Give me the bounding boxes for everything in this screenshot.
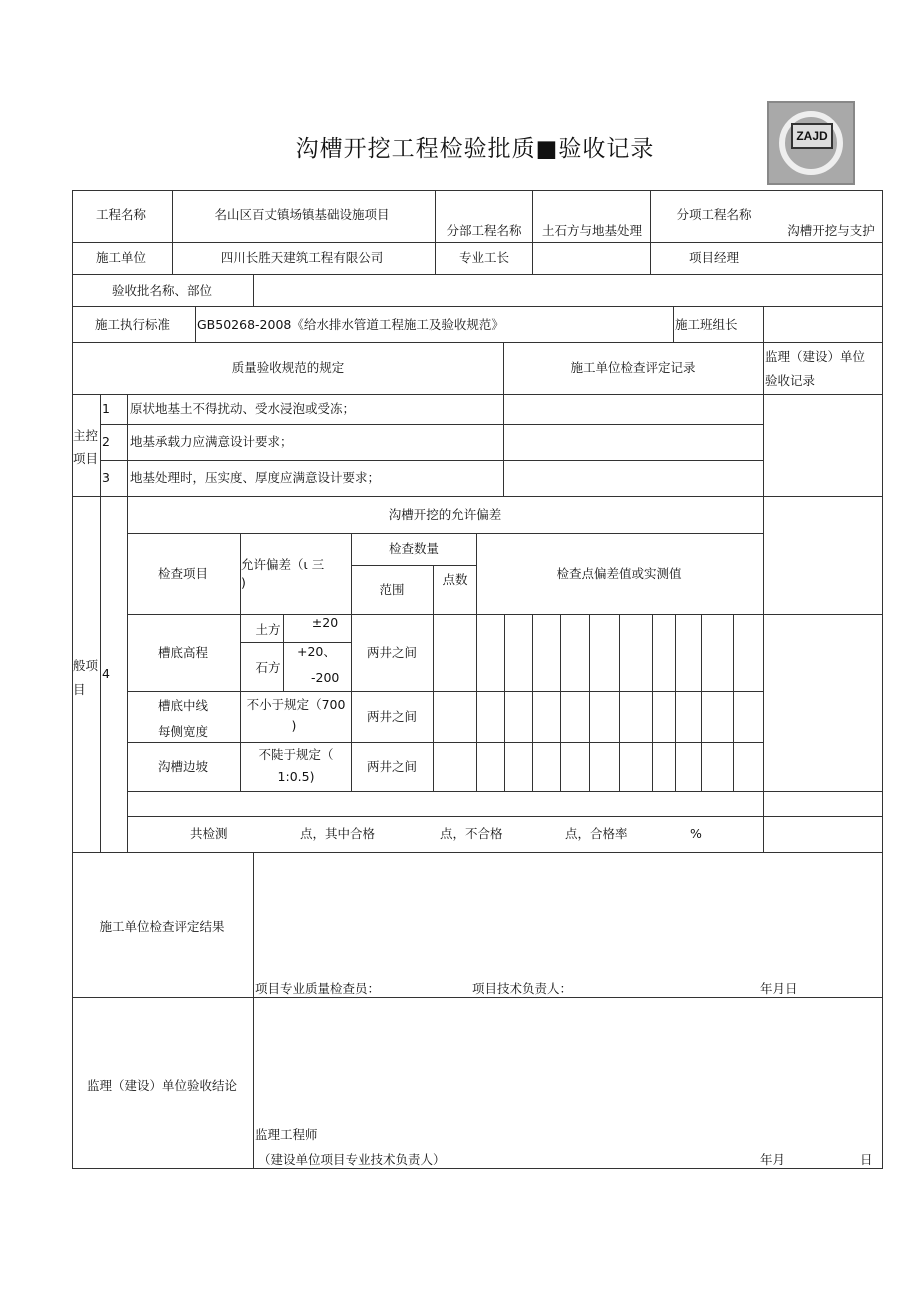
grid-line-v: [619, 614, 620, 792]
grid-line-h: [240, 642, 352, 643]
quantity-header: 检查数量: [388, 541, 440, 556]
foreman-label: 专业工长: [458, 250, 510, 265]
summary-rate: 点，合格率: [565, 826, 628, 841]
width-range: 两井之间: [366, 709, 418, 724]
width-tolerance-2: ): [291, 718, 297, 733]
grid-line-v: [504, 614, 505, 792]
grid-line-v: [763, 306, 764, 853]
grid-line-v: [253, 274, 254, 307]
elevation-label: 槽底高程: [157, 645, 209, 660]
main-item-no: 2: [102, 434, 110, 449]
width-tolerance-1: 不小于规定（700: [246, 697, 346, 712]
grid-line-v: [701, 614, 702, 792]
slope-range: 两井之间: [366, 759, 418, 774]
contractor-label: 施工单位: [95, 250, 147, 265]
grid-line-h: [127, 533, 764, 534]
main-item-text: 原状地基土不得扰动、受水浸泡或受冻；: [130, 401, 356, 416]
grid-line-v: [476, 533, 477, 792]
supervisor-date-d: 日: [860, 1152, 873, 1167]
grid-line-h: [72, 997, 883, 998]
grid-line-h: [72, 852, 883, 853]
grid-line-h: [127, 816, 883, 817]
zajd-logo: ZAJD: [767, 101, 855, 185]
slope-tolerance-1: 不陡于规定（: [258, 747, 334, 762]
main-item-no: 3: [102, 470, 110, 485]
width-label-1: 槽底中线: [157, 698, 209, 713]
slope-tolerance-2: 1:0.5): [277, 769, 315, 784]
grid-line-v: [433, 565, 434, 792]
tolerance-table-title: 沟槽开挖的允许偏差: [388, 507, 502, 522]
team-leader-label: 施工班组长: [675, 317, 738, 332]
sub-division-value: 土石方与地基处理: [541, 223, 643, 238]
grid-line-v: [589, 614, 590, 792]
check-item-header: 检查项目: [157, 566, 209, 581]
grid-line-h: [72, 394, 883, 395]
grid-line-h: [72, 306, 883, 307]
contractor-value: 四川长胜天建筑工程有限公司: [220, 250, 384, 265]
grid-line-h: [72, 274, 883, 275]
grid-line-h: [100, 460, 764, 461]
project-name-label: 工程名称: [95, 207, 147, 222]
range-header: 范围: [379, 582, 405, 597]
grid-line-v: [733, 614, 734, 792]
general-label-1: 般项: [73, 658, 99, 673]
quality-inspector-label: 项目专业质量检查员：: [255, 981, 381, 996]
grid-line-h: [127, 691, 764, 692]
summary-pass: 点，其中合格: [300, 826, 376, 841]
supervisor-record-header-2: 验收记录: [765, 373, 816, 388]
grid-line-v: [172, 190, 173, 275]
main-item-no: 1: [102, 401, 110, 416]
grid-line-v: [652, 614, 653, 792]
elevation-range: 两井之间: [366, 645, 418, 660]
grid-line-v: [675, 614, 676, 792]
supervisor-record-header-1: 监理（建设）单位: [765, 349, 866, 364]
grid-line-v: [72, 190, 73, 1169]
grid-line-h: [100, 424, 764, 425]
grid-line-v: [673, 306, 674, 343]
grid-line-v: [882, 190, 883, 1169]
measured-header: 检查点偏差值或实测值: [556, 566, 682, 581]
grid-line-h: [72, 242, 883, 243]
grid-line-h: [72, 1168, 883, 1169]
tolerance-header-1: 允许偏差（ι 三: [241, 557, 325, 572]
grid-line-h: [72, 190, 883, 191]
grid-line-h: [72, 342, 883, 343]
tolerance-header-2: ): [241, 575, 246, 590]
spec-header: 质量验收规范的规定: [231, 360, 345, 375]
standard-label: 施工执行标准: [95, 317, 171, 332]
points-header: 点数: [442, 572, 468, 587]
grid-line-h: [351, 565, 477, 566]
soil-tolerance: ±20: [311, 615, 339, 630]
item-label: 分项工程名称: [676, 207, 752, 222]
grid-line-v: [351, 533, 352, 792]
grid-line-v: [253, 852, 254, 1169]
summary-fail: 点，不合格: [440, 826, 503, 841]
supervising-engineer-label: 监理工程师: [255, 1127, 318, 1142]
rock-label: 石方: [255, 660, 281, 675]
rock-tolerance-1: +20、: [297, 644, 336, 659]
grid-line-v: [532, 190, 533, 275]
grid-line-v: [560, 614, 561, 792]
general-label-2: 目: [73, 682, 86, 697]
general-item-no: 4: [102, 666, 110, 681]
main-control-label-2: 项目: [73, 451, 99, 466]
project-name-value: 名山区百丈镇场镇基础设施项目: [214, 207, 390, 222]
grid-line-v: [532, 614, 533, 792]
page-title: 沟槽开挖工程检验批质■验收记录: [295, 136, 655, 162]
sub-division-label: 分部工程名称: [446, 223, 522, 238]
grid-line-v: [283, 614, 284, 692]
owner-tech-lead-label: （建设单位项目专业技术负责人）: [258, 1152, 446, 1167]
grid-line-h: [127, 742, 764, 743]
soil-label: 土方: [255, 622, 281, 637]
contractor-result-label: 施工单位检查评定结果: [99, 919, 225, 934]
contractor-date: 年月日: [760, 981, 798, 996]
contractor-record-header: 施工单位检查评定记录: [570, 360, 696, 375]
supervisor-result-label: 监理（建设）单位验收结论: [86, 1078, 238, 1093]
standard-value: GB50268-2008《给水排水管道工程施工及验收规范》: [197, 317, 504, 332]
slope-label: 沟槽边坡: [157, 759, 209, 774]
grid-line-v: [100, 394, 101, 853]
main-item-text: 地基承载力应满意设计要求；: [130, 434, 293, 449]
summary-total: 共检测: [190, 826, 228, 841]
grid-line-v: [650, 190, 651, 275]
rock-tolerance-2: -200: [311, 670, 340, 685]
grid-line-v: [503, 342, 504, 497]
main-control-label-1: 主控: [73, 428, 99, 443]
supervisor-date-ym: 年月: [760, 1152, 786, 1167]
grid-line-h: [72, 496, 883, 497]
item-value: 沟槽开挖与支护: [787, 223, 875, 238]
tech-lead-label: 项目技术负责人：: [472, 981, 573, 996]
width-label-2: 每侧宽度: [157, 724, 209, 739]
batch-label: 验收批名称、部位: [111, 283, 213, 298]
summary-percent: %: [690, 826, 702, 841]
grid-line-v: [435, 190, 436, 275]
main-item-text: 地基处理时，压实度、厚度应满意设计要求；: [130, 470, 381, 485]
grid-line-v: [127, 394, 128, 853]
grid-line-v: [195, 306, 196, 343]
manager-label: 项目经理: [688, 250, 740, 265]
